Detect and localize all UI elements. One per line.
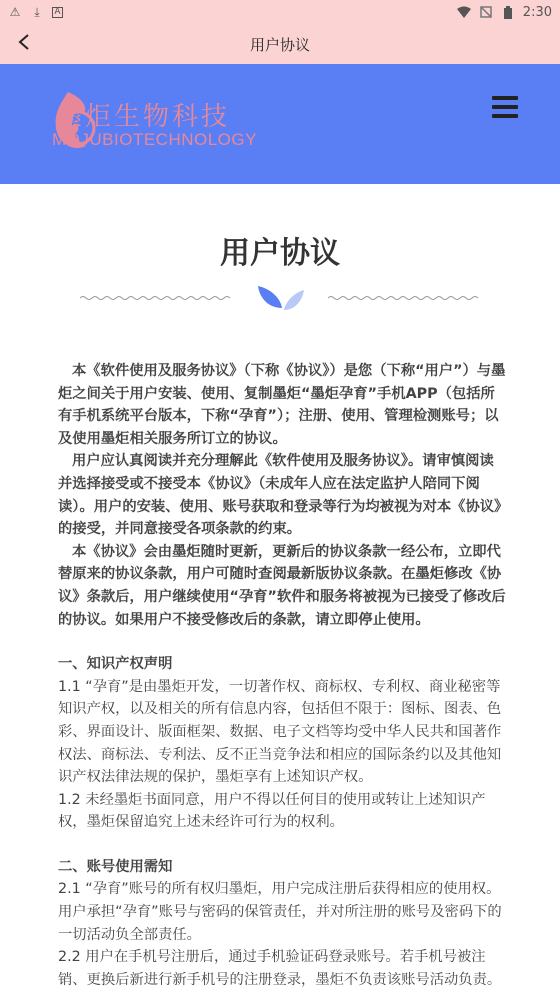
back-arrow-icon [17, 32, 31, 57]
status-left-icons [8, 5, 63, 19]
banner [0, 64, 560, 184]
page-title-bar-text: 用户协议 [249, 35, 310, 54]
wifi-icon [457, 5, 471, 19]
leaf-icon [258, 286, 304, 310]
logo-chinese-text: 墨炬生物科技 [56, 102, 231, 132]
title-bar [0, 24, 560, 64]
logo-english-text: MOJUBIOTECHNOLOGY [52, 130, 257, 149]
intro-paragraph-1: 本《软件使用及服务协议》（下称《协议》）是您（下称“用户”）与墨炬之间关于用户安装、使用、复制墨炬“墨炬孕育”手机APP（包括所有手机系统平台版本，下称“孕育”）；注册、使用、管理检测账号；以及使用墨炬相关服务所订立的协议。 [58, 363, 506, 447]
status-right-icons [457, 5, 552, 20]
section-item: 2.2 用户在手机号注册后，通过手机验证码登录账号。若手机号被注销、更换后新进行新手机号的注册登录，墨炬不负责该账号活动负责。 [58, 949, 502, 988]
a-icon: A [52, 7, 63, 18]
section-item: 1.2 未经墨炬书面同意，用户不得以任何目的使用或转让上述知识产权，墨炬保留追究上述未经许可行为的权利。 [58, 791, 486, 831]
section-item: 1.1 “孕育”是由墨炬开发，一切著作权、商标权、专利权、商业秘密等知识产权，以及相关的所有信息内容，包括但不限于：图标、图表、色彩、界面设计、版面框架、数据、电子文档等均受中华人民共和国著作权法、商标法、专利法、反不正当竞争法和相应的国际条约以及其他知识产权法律法规的保护，墨炬享有上述知识产权。 [58, 678, 502, 786]
status-time: 2:30 [522, 4, 552, 20]
intro-paragraph-2: 用户应认真阅读并充分理解此《软件使用及服务协议》。请审慎阅读并选择接受或不接受本《协议》（未成年人应在法定监护人陪同下阅读）。用户的安装、使用、账号获取和登录等行为均被视为对本《协议》的接受，并同意接受各项条款的约束。 [58, 453, 502, 538]
section-item: 2.1 “孕育”账号的所有权归墨炬，用户完成注册后获得相应的使用权。用户承担“孕育”账号与密码的保管责任，并对所注册的账号及密码下的一切活动负全部责任。 [58, 881, 502, 943]
download-icon: ⤓ [34, 4, 40, 19]
hamburger-menu-button[interactable] [492, 96, 520, 122]
back-button[interactable] [10, 30, 38, 58]
hamburger-menu-icon [492, 96, 518, 100]
no-signal-icon [479, 5, 493, 19]
warning-icon: ⚠ [9, 5, 21, 19]
section-title-account: 二、账号使用需知 [58, 858, 173, 875]
agreement-content [58, 360, 506, 991]
intro-paragraph-3: 本《协议》会由墨炬随时更新，更新后的协议条款一经公布，立即代替原来的协议条款，用户可随时查阅最新版协议条款。在墨炬修改《协议》条款后，用户继续使用“孕育”软件和服务将被视为已接受了修改后的协议。如果用户不接受修改后的条款，请立即停止使用。 [58, 543, 506, 628]
agreement-heading: 用户协议 [220, 236, 340, 271]
battery-icon [501, 5, 515, 19]
section-title-ip: 一、知识产权声明 [58, 656, 173, 673]
heading-divider [0, 278, 560, 318]
status-bar [0, 0, 560, 24]
